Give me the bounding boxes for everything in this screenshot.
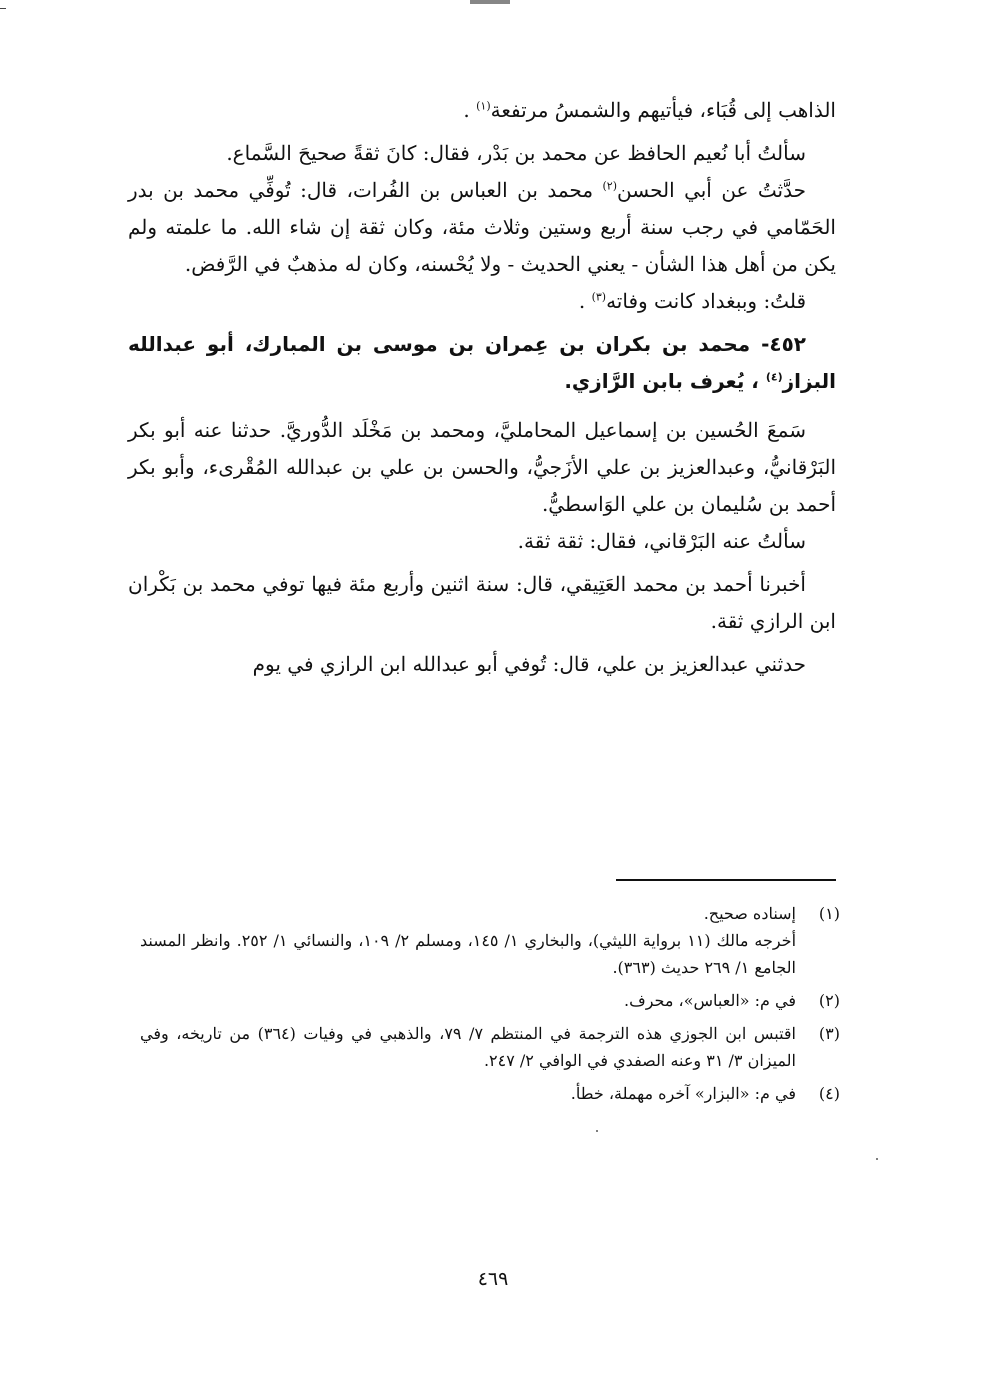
- entry-heading-part1: ٤٥٢- محمد بن بكران بن عِمران بن موسى بن المبارك، أبو عبدالله البزاز: [128, 332, 836, 393]
- paragraph-3-mid: محمد بن العباس بن الفُرات، قال: تُوفِّي: [239, 178, 603, 202]
- footnote-number: (٣): [818, 1024, 840, 1043]
- footnote-2: [140, 987, 840, 1014]
- footnote-number: (٢): [818, 991, 840, 1010]
- paragraph-5: سَمعَ الحُسين بن إسماعيل المحامليَّ، ومحمد بن مَخْلَد الدُّوريَّ. حدثنا عنه أبو بكر البَرْقانيُّ، وعبدالعزيز بن علي الأزَجيُّ، والحسن بن علي بن عبدالله المُقْرىء، وأبو بكر أحمد بن سُليمان بن علي الوَاسطيُّ.: [128, 418, 836, 516]
- entry-heading-part2: ، يُعرف بابن الرَّازي.: [564, 369, 759, 393]
- footnote-4: [140, 1080, 840, 1107]
- entry-heading: [128, 326, 836, 400]
- footnote-line: اقتبس ابن الجوزي هذه الترجمة في المنتظم ٧/ ٧٩، والذهبي في وفيات (٣٦٤) من تاريخه، وفي الميزان ٣/ ٣١ وعنه الصفدي في الوافي ٢/ ٢٤٧.: [140, 1024, 796, 1070]
- footnote-text: [140, 900, 796, 981]
- paragraph-3-rest: محمد بن بدر الحَمّامي في رجب سنة أربع وستين وثلاث مئة، وكان ثقة إن شاء الله. ما علمته ولم يكن من أهل هذا الشأن - يعني الحديث - ولا يُحْسنه، وكان له مذهبٌ في الرَّفض.: [128, 178, 836, 276]
- footnote-text: [140, 1080, 796, 1107]
- footnote-line: في م: «البزار» آخره مهملة، خطأ.: [570, 1084, 796, 1103]
- footnotes: [140, 900, 840, 1113]
- paragraph-8: حدثني عبدالعزيز بن علي، قال: تُوفي أبو عبدالله ابن الرازي في يوم: [252, 652, 806, 676]
- page-number: ٤٦٩: [477, 1268, 509, 1290]
- footnote-ref-3: (٣): [591, 290, 607, 304]
- paragraph-4-text: قلتُ: وببغداد كانت وفاته: [606, 289, 806, 313]
- footnote-line: إسناده صحيح.: [703, 904, 796, 923]
- paragraph-2: سألتُ أبا نُعيم الحافظ عن محمد بن بَدْر، فقال: كانَ ثقةً صحيحَ السَّماع.: [226, 141, 806, 165]
- footnote-number: (٤): [818, 1084, 840, 1103]
- footnote-number: (١): [818, 904, 840, 923]
- paragraph-3-start: حدَّثتُ عن أبي الحسن: [617, 178, 806, 202]
- scan-mark-corner: [0, 8, 6, 9]
- paragraph-6: سألتُ عنه البَرْقاني، فقال: ثقة ثقة.: [517, 529, 806, 553]
- scan-speck: [876, 1158, 878, 1160]
- footnote-3: [140, 1020, 840, 1074]
- footnote-line: أخرجه مالك (١١ برواية الليثي)، والبخاري ١/ ١٤٥، ومسلم ٢/ ١٠٩، والنسائي ١/ ٢٥٢. وانظر المسند الجامع ١/ ٢٦٩ حديث (٣٦٣).: [140, 931, 797, 977]
- paragraph-7: أخبرنا أحمد بن محمد العَتِيقي، قال: سنة اثنين وأربع مئة فيها توفي محمد بن بَكْران ابن الرازي ثقة.: [128, 572, 836, 633]
- scan-mark-top: [470, 0, 510, 4]
- footnote-text: [140, 987, 796, 1014]
- footnote-text: [140, 1020, 796, 1074]
- footnote-ref-2: (٢): [602, 179, 617, 193]
- paragraph-4: قلتُ: وببغداد كانت وفاته$^{(٣)}$ .: [578, 289, 806, 313]
- footnote-ref-1: (١): [476, 99, 491, 113]
- paragraph-3: [128, 172, 836, 283]
- footnote-ref-4: (٤): [765, 370, 783, 384]
- footnote-line: في م: «العباس»، محرف.: [624, 991, 796, 1010]
- main-text: [128, 92, 836, 683]
- paragraph-1: الذاهب إلى قُبَاء، فيأتيهم والشمسُ مرتفعة$^{(١)}$ .: [463, 98, 836, 122]
- scan-speck: [596, 1130, 598, 1132]
- footnote-separator: [616, 879, 836, 881]
- paragraph-1-text: الذاهب إلى قُبَاء، فيأتيهم والشمسُ مرتفعة: [490, 98, 836, 122]
- footnote-1: [140, 900, 840, 981]
